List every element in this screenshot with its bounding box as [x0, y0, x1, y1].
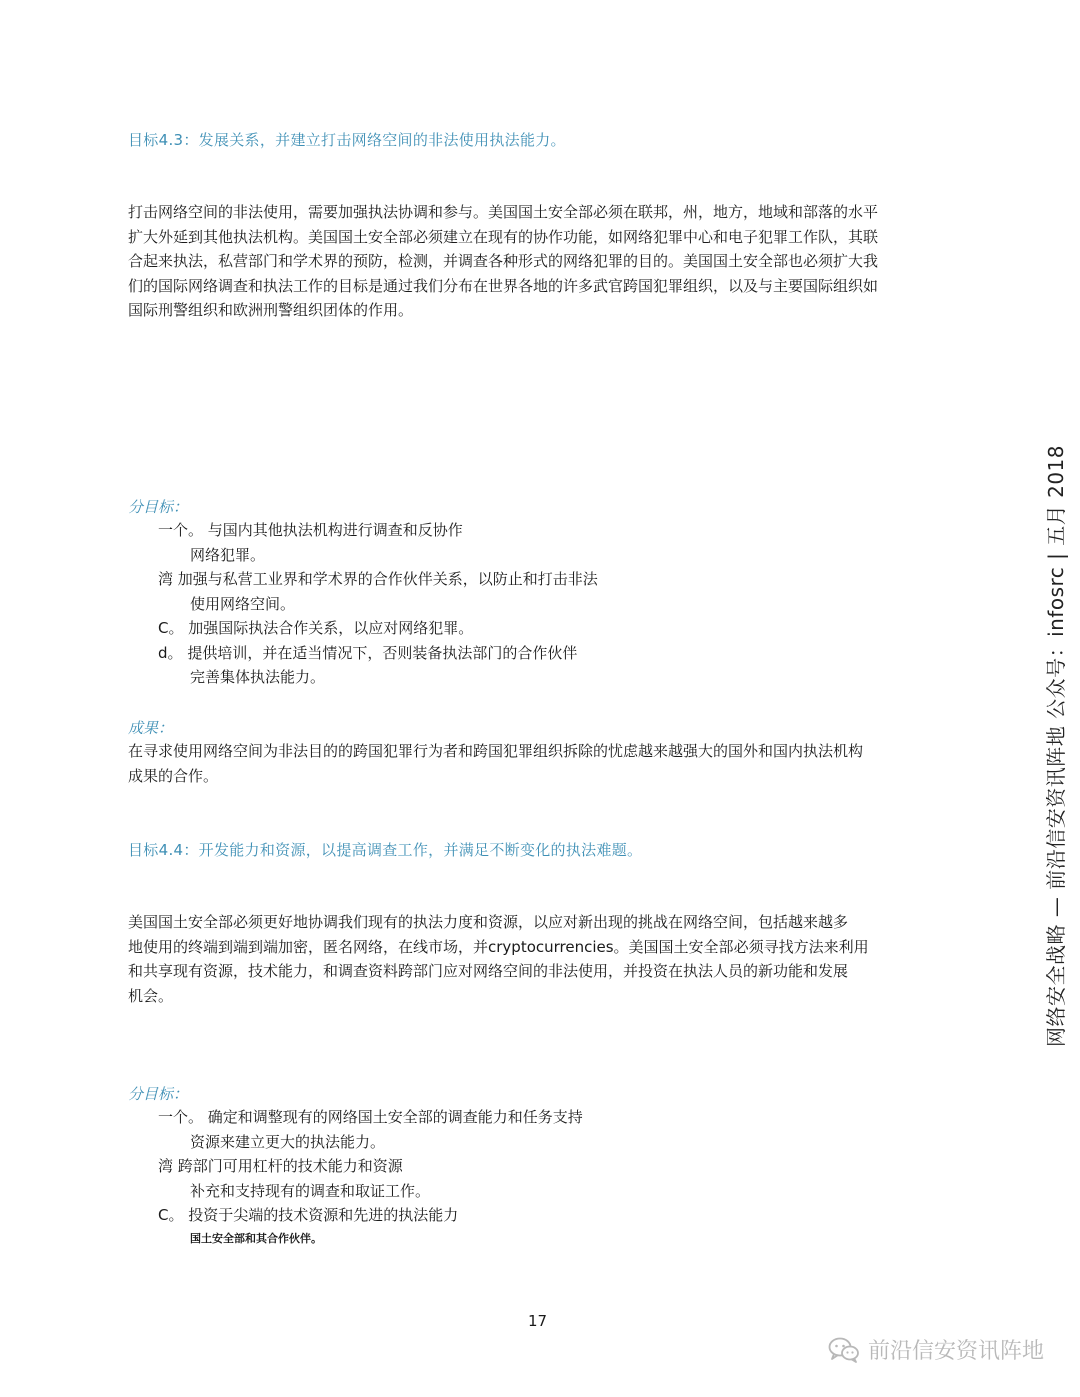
list-item-continuation: 补充和支持现有的调查和取证工作。 [190, 1181, 431, 1200]
wechat-icon [828, 1337, 860, 1363]
list-item [158, 1105, 583, 1130]
paragraph-line: 合起来执法，私营部门和学术界的预防，检测，并调查各种形式的网络犯罪的目的。美国国土安全部也必须扩大我 [128, 252, 879, 270]
outcome-line: 成果的合作。 [128, 766, 219, 785]
goal-4-4-paragraph [128, 910, 978, 1008]
outcome-line: 在寻求使用网络空间为非法目的的跨国犯罪行为者和跨国犯罪组织拆除的忧虑越来越强大的国外和国内执法机构 [128, 742, 864, 760]
paragraph-line: 国际刑警组织和欧洲刑警组织团体的作用。 [128, 301, 414, 319]
goal-4-3-outcome-label: 成果： [128, 719, 174, 737]
list-marker: 湾 [158, 1157, 174, 1175]
list-item-continuation: 资源来建立更大的执法能力。 [190, 1132, 386, 1151]
list-marker: C。 [158, 619, 184, 637]
goal-4-4-subgoals-label: 分目标： [128, 1085, 189, 1103]
goal-4-3-subgoals-list [158, 518, 598, 690]
list-marker: C。 [158, 1206, 184, 1224]
list-marker: 一个。 [158, 1108, 204, 1126]
list-item-text: 提供培训，并在适当情况下，否则装备执法部门的合作伙伴 [187, 643, 578, 662]
paragraph-line: 打击网络空间的非法使用，需要加强执法协调和参与。美国国土安全部必须在联邦，州，地方，地域和部落的水平 [128, 203, 879, 221]
list-item-text: 跨部门可用杠杆的技术能力和资源 [177, 1157, 403, 1175]
list-item-continuation: 国土安全部和其合作伙伴。 [190, 1231, 322, 1245]
watermark-text: 前沿信安资讯阵地 [867, 1339, 1044, 1364]
goal-4-3-subgoals-label: 分目标： [128, 498, 189, 516]
list-item-continuation: 完善集体执法能力。 [190, 668, 326, 686]
list-marker: 一个。 [158, 521, 204, 539]
list-item-text: 与国内其他执法机构进行调查和反协作 [207, 521, 463, 539]
goal-4-3-heading: 目标4.3：发展关系，并建立打击网络空间的非法使用执法能力。 [128, 131, 566, 149]
paragraph-line: 机会。 [128, 986, 174, 1005]
watermark [828, 1334, 1044, 1365]
list-item [158, 1154, 583, 1179]
goal-4-4-heading: 目标4.4：开发能力和资源，以提高调查工作，并满足不断变化的执法难题。 [128, 841, 643, 859]
list-item [158, 518, 598, 543]
goal-4-4-subgoals-list [158, 1105, 583, 1250]
goal-4-3-outcome [128, 739, 978, 788]
list-item-text: 投资于尖端的技术资源和先进的执法能力 [188, 1206, 459, 1224]
paragraph-line: 们的国际网络调查和执法工作的目标是通过我们分布在世界各地的许多武官跨国犯罪组织，以及与主要国际组织如 [128, 276, 879, 295]
list-item-continuation: 网络犯罪。 [190, 545, 266, 564]
list-item [158, 567, 598, 592]
paragraph-line: 和共享现有资源，技术能力，和调查资料跨部门应对网络空间的非法使用，并投资在执法人员的新功能和发展 [128, 962, 849, 980]
list-item-text: 加强国际执法合作关系，以应对网络犯罪。 [188, 619, 474, 637]
paragraph-line: 扩大外延到其他执法机构。美国国土安全部必须建立在现有的协作功能，如网络犯罪中心和电子犯罪工作队，其联 [128, 227, 879, 246]
list-item [158, 1203, 583, 1228]
list-item-text: 加强与私营工业界和学术界的合作伙伴关系，以防止和打击非法 [177, 570, 598, 588]
list-item [158, 641, 598, 666]
vertical-side-title: 网络安全战略 — 前沿信安资讯阵地 公众号：infosrc | 五月 2018 [1044, 445, 1068, 1047]
paragraph-line: 地使用的终端到端到端加密，匿名网络，在线市场，并cryptocurrencies。美国国土安全部必须寻找方法来利用 [128, 937, 869, 956]
list-marker: 湾 [158, 570, 174, 588]
list-item [158, 616, 598, 641]
list-item-continuation: 使用网络空间。 [190, 594, 296, 613]
goal-4-3-paragraph [128, 200, 978, 323]
list-item-text: 确定和调整现有的网络国土安全部的调查能力和任务支持 [207, 1108, 583, 1126]
list-marker: d。 [158, 643, 183, 662]
paragraph-line: 美国国土安全部必须更好地协调我们现有的执法力度和资源，以应对新出现的挑战在网络空间，包括越来越多 [128, 913, 849, 931]
page-number: 17 [528, 1312, 548, 1330]
